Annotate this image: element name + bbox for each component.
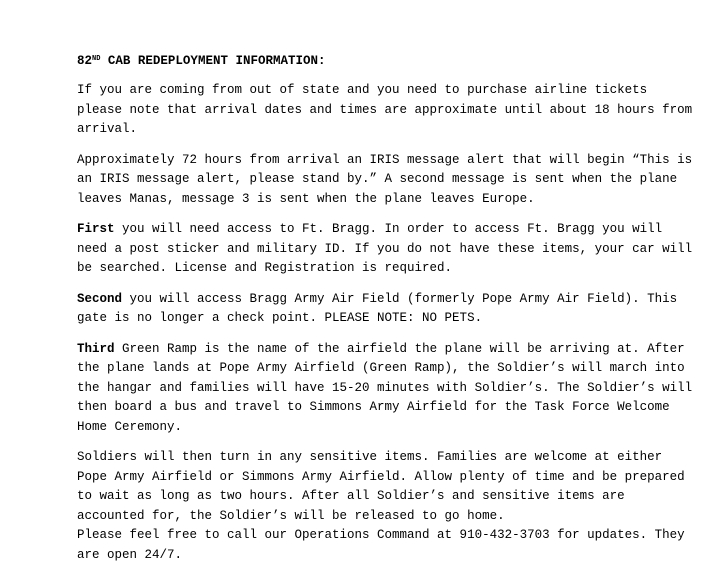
text-line: arrival. [77,122,138,136]
paragraph-closing [77,448,685,565]
text-line: are open 24/7. [77,547,183,562]
text-line: Pope Army Airfield or Simmons Army Airfield. Allow plenty of time and be prepared [77,469,685,484]
step-lead-first: First [77,222,115,236]
text-line [77,290,678,310]
text-line: the plane lands at Pope Army Airfield (Green Ramp), the Soldier’s will march into [77,361,685,375]
text-line: need a post sticker and military ID. If you do not have these items, your car will [77,241,693,256]
text-line: Please feel free to call our Operations Command at 910-432-3703 for updates. They [77,528,685,542]
title-superscript: ND [92,55,101,63]
step-lead-second: Second [77,291,123,306]
text-segment: you will access Bragg Army Air Field (formerly Pope Army Air Field). This [122,291,678,306]
text-line: then board a bus and travel to Simmons Army Airfield for the Task Force Welcome [77,400,670,414]
text-line: Soldiers will then turn in any sensitive items. Families are welcome at either [77,450,663,464]
text-line: gate is no longer a check point. PLEASE NOTE: NO PETS. [77,311,483,325]
text-line [77,340,685,360]
text-line [77,220,667,240]
text-segment: Green Ramp is the name of the airfield the plane will be arriving at. After [114,341,685,356]
text-line: If you are coming from out of state and you need to purchase airline tickets [77,83,648,97]
text-line: Home Ceremony. [77,419,183,434]
paragraph-third-step [77,340,693,438]
text-line: leaves Manas, message 3 is sent when the plane leaves Europe. [77,191,535,206]
paragraph-iris-alert [77,151,693,210]
document-title [77,52,667,71]
paragraph-first-step [77,220,693,279]
text-line: Approximately 72 hours from arrival an IRIS message alert that will begin “This is [77,152,693,167]
paragraph-second-step [77,290,678,329]
title-number: 82 [77,54,93,68]
text-line: please note that arrival dates and times are approximate until about 18 hours from [77,102,693,117]
text-segment: you will need access to Ft. Bragg. In order to access Ft. Bragg you will [114,222,663,236]
text-line: to wait as long as two hours. After all Soldier’s and sensitive items are [77,489,625,503]
document-page [77,52,693,576]
text-line: accounted for, the Soldier’s will be released to go home. [77,508,505,523]
paragraph-ticket-info [77,81,693,140]
text-line: the hangar and families will have 15-20 minutes with Soldier’s. The Soldier’s will [77,380,693,395]
step-lead-third: Third [77,341,115,356]
text-line: be searched. License and Registration is required. [77,261,453,275]
text-line: an IRIS message alert, please stand by.” A second message is sent when the plane [77,172,678,186]
title-text: CAB REDEPLOYMENT INFORMATION: [100,54,326,68]
